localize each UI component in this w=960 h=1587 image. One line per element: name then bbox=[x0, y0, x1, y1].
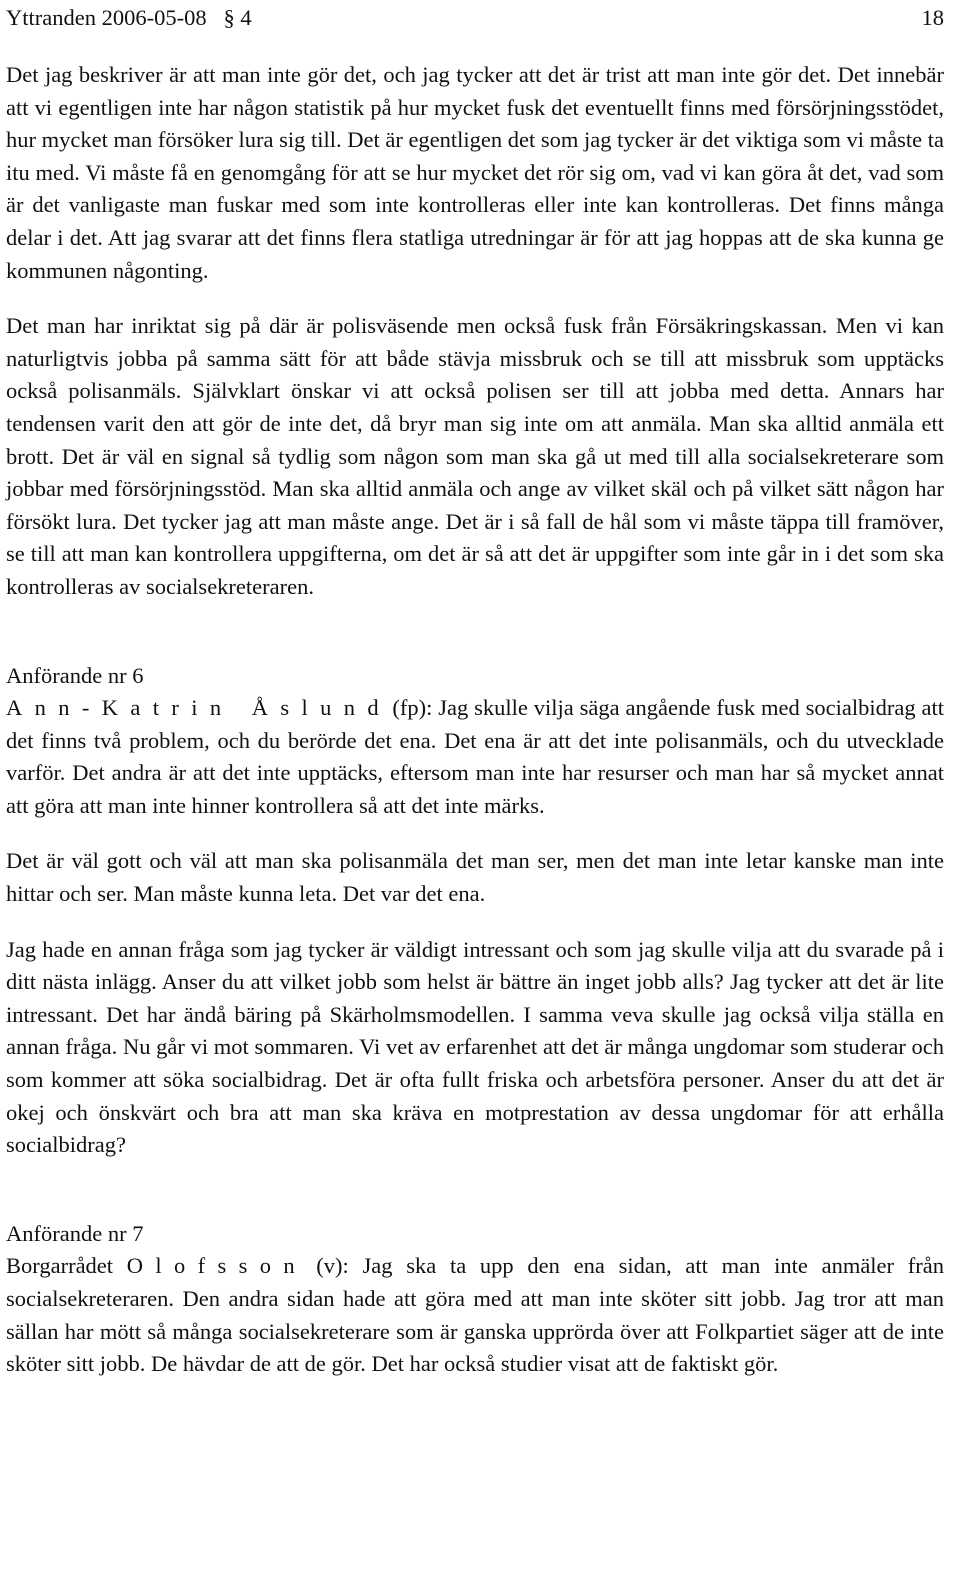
speech-6-paragraph-2: Det är väl gott och väl att man ska polisanmäla det man ser, men det man inte letar kanske man inte hittar och ser. Man måste kunna leta. Det var det ena. bbox=[6, 848, 944, 907]
document-page bbox=[6, 0, 944, 1381]
speech-6-text: (fp): Jag skulle vilja säga angående fusk med socialbidrag att det finns två problem, och du berörde det ena. Det ena är att det inte polisanmäls, och du utvecklade varför. Det andra är att det inte upptäcks, eftersom man inte har resurser och man har så mycket annat att göra att man inte hinner kontrollera så att det inte märks. bbox=[6, 695, 944, 818]
speech-7-speaker: Olofsson bbox=[126, 1253, 308, 1279]
speech-6-paragraph-1 bbox=[6, 692, 944, 822]
speech-6-heading: Anförande nr 6 bbox=[6, 662, 144, 688]
speech-7-paragraph-1 bbox=[6, 1250, 944, 1380]
header-title: Yttranden 2006-05-08 § 4 bbox=[6, 5, 252, 30]
speech-6-speaker: Ann-Katrin Åslund bbox=[6, 695, 391, 721]
speech-7-text: (v): Jag ska ta upp den ena sidan, att man inte anmäler från socialsekreteraren. Den andra sidan hade att göra med att man inte sköter sitt jobb. Jag tror att man sällan har mött så många socialsekreterare som är ganska upprörda över att Folkpartiet säger att de inte sköter sitt jobb. De hävdar de att de gör. Det har också studier visat att de faktiskt gör. bbox=[6, 1253, 944, 1377]
page-header bbox=[6, 4, 944, 32]
page-number: 18 bbox=[921, 5, 944, 30]
speech-7-title-prefix: Borgarrådet bbox=[6, 1253, 127, 1279]
speech-6-paragraph-3: Jag hade en annan fråga som jag tycker är väldigt intressant och som jag skulle vilja att du svarade på i ditt nästa inlägg. Anser du att vilket jobb som helst är bättre än inget jobb alls? Jag tycker att det är lite intressant. Det har ändå bäring på Skärholmsmodellen. I samma veva skulle jag också vilja ställa en annan fråga. Nu går vi mot sommaren. Vi vet av erfarenhet att det är många ungdomar som studerar och som kommer att söka socialbidrag. Det är ofta fullt friska och arbetsföra personer. Anser du att det är okej och önskvärt och bra att man ska kräva en motprestation av dessa ungdomar för att erhålla socialbidrag? bbox=[6, 936, 944, 1158]
paragraph-2: Det man har inriktat sig på där är polisväsende men också fusk från Försäkringskassan. Men vi kan naturligtvis jobba på samma sätt för att både stävja missbruk och se till att missbruk som upptäcks också polisanmäls. Självklart önskar vi att också polisen ser till att jobba med detta. Annars har tendensen varit den att gör de inte det, då bryr man sig inte om att anmäla. Man ska alltid anmäla ett brott. Det är väl en signal så tydlig som någon som man ska gå ut med till alla socialsekreterare som jobbar med försörjningsstöd. Man ska alltid anmäla och ange av vilket skäl och på vilket sätt någon har försökt lura. Det tycker jag att man måste ange. Det är i så fall de hål som vi måste täppa till framöver, se till att man kan kontrollera uppgifterna, om det är så att det är uppgifter som inte går in i det som ska kontrolleras av socialsekreteraren. bbox=[6, 313, 944, 599]
speech-7-heading: Anförande nr 7 bbox=[6, 1220, 144, 1246]
paragraph-1: Det jag beskriver är att man inte gör det, och jag tycker att det är trist att man inte gör det. Det innebär att vi egentligen inte har någon statistik på hur mycket fusk det eventuellt finns med försörjningsstödet, hur mycket man försöker lura sig till. Det är egentligen det som jag tycker är det viktiga som vi måste ta itu med. Vi måste få en genomgång för att se hur mycket det rör sig om, vad vi kan göra åt det, vad som är det vanligaste man fuskar med som inte kontrolleras eller inte kan kontrolleras. Det finns många delar i det. Att jag svarar att det finns flera statliga utredningar är för att jag hoppas att de ska kunna ge kommunen någonting. bbox=[6, 62, 944, 283]
